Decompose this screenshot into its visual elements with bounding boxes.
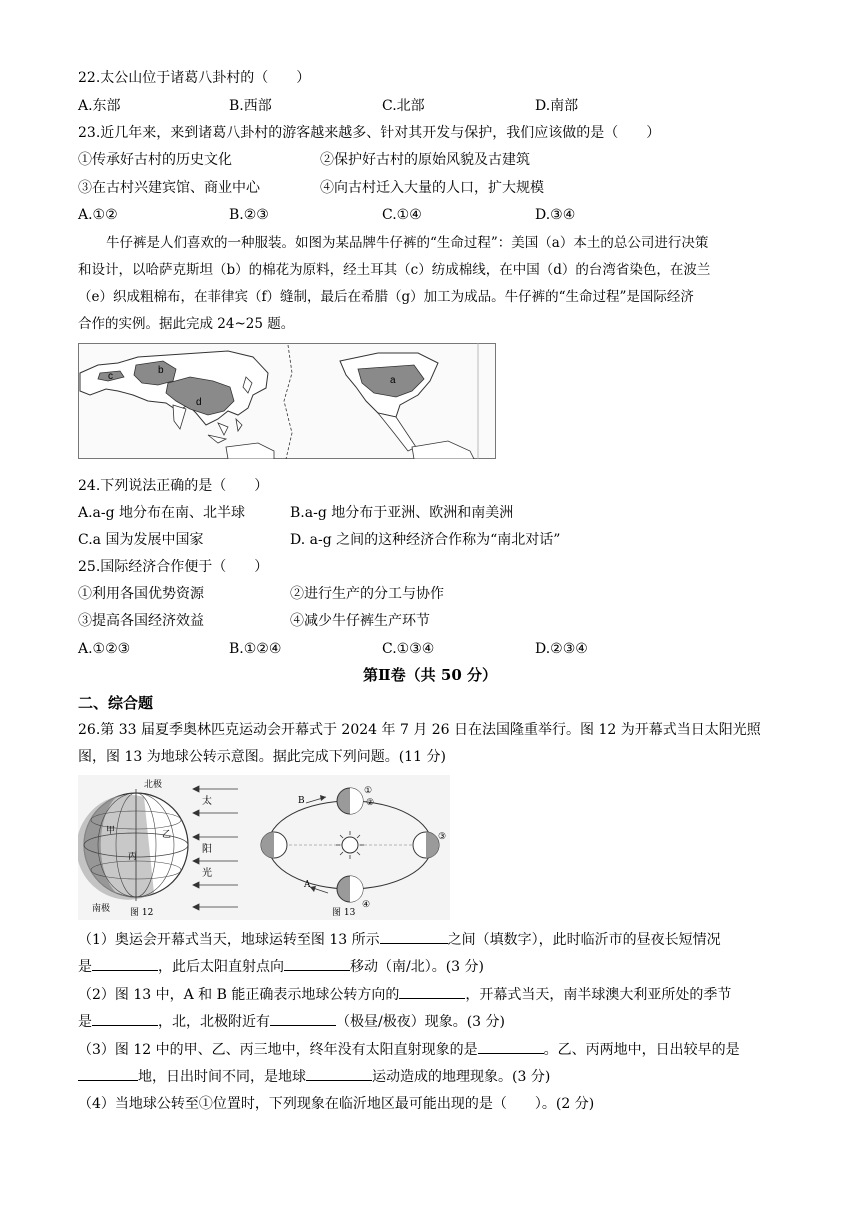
- figure-12-globe: [78, 778, 188, 918]
- q26-sub2-blank-1[interactable]: [399, 984, 465, 999]
- q25-option-c: C.①③④: [382, 641, 435, 657]
- q26-sub2-part-d: ，北，北极附近有: [158, 1014, 270, 1030]
- q25-option-a: A.①②③: [78, 641, 131, 657]
- orbit-label-4: ④: [362, 900, 371, 910]
- q24-option-b: B.a-g 地分布于亚洲、欧洲和南美洲: [290, 505, 514, 521]
- q26-sub3-part-a: （3）图 12 中的甲、乙、丙三地中，终年没有太阳直射现象的是: [78, 1042, 478, 1058]
- q26-sub1-blank-1[interactable]: [380, 929, 448, 944]
- q26-sub1-line1: [78, 929, 721, 950]
- map-label-c: c: [108, 371, 113, 382]
- place-jia: 甲: [106, 826, 116, 836]
- q26-sub1-blank-3[interactable]: [284, 956, 350, 971]
- q26-sub2-part-e: （极昼/极夜）现象。(3 分): [336, 1014, 505, 1030]
- q25-stem: 25.国际经济合作便于（ ）: [78, 559, 269, 575]
- orbit-label-b: B: [298, 796, 305, 806]
- world-map: [78, 343, 496, 459]
- q26-sub3-blank-2[interactable]: [78, 1066, 138, 1081]
- q26-sub2-line1: [78, 984, 731, 1005]
- q25-item-1: ①利用各国优势资源: [78, 586, 204, 602]
- q25-item-4: ④减少牛仔裤生产环节: [290, 613, 430, 629]
- q23-option-a: A.①②: [78, 207, 118, 223]
- q23-item-1: ①传承好古村的历史文化: [78, 152, 232, 168]
- q26-sub3-blank-1[interactable]: [478, 1039, 544, 1054]
- q24-option-a: A.a-g 地分布在南、北半球: [78, 505, 246, 521]
- q26-sub2-blank-2[interactable]: [92, 1011, 158, 1026]
- place-bing: 丙: [128, 852, 138, 862]
- q26-sub3-part-c: 地，日出时间不同，是地球: [138, 1069, 306, 1085]
- orbit-label-1: ①: [364, 786, 373, 796]
- figure-13-caption: 图 13: [332, 908, 356, 918]
- q25-item-2: ②进行生产的分工与协作: [290, 586, 444, 602]
- map-label-a: a: [390, 375, 396, 386]
- place-yi: 乙: [162, 830, 172, 840]
- sun-char-1: 太: [202, 796, 212, 807]
- q23-option-b: B.②③: [229, 207, 269, 223]
- q24-stem: 24.下列说法正确的是（ ）: [78, 478, 269, 494]
- q26-sub2-part-c: 是: [78, 1014, 92, 1030]
- q23-item-4: ④向古村迁入大量的人口，扩大规模: [320, 180, 544, 196]
- q22-option-a: A.东部: [78, 98, 121, 114]
- q26-sub3-line1: [78, 1039, 740, 1060]
- q24-option-c: C.a 国为发展中国家: [78, 532, 204, 548]
- passage-line-4: 合作的实例。据此完成 24~25 题。: [78, 316, 295, 332]
- figure-13-orbit: [261, 786, 446, 918]
- q26-sub1-part-c: 是: [78, 959, 92, 975]
- figure-12-caption: 图 12: [130, 908, 154, 918]
- q26-sub2-line2: [78, 1011, 505, 1032]
- q26-sub1-blank-2[interactable]: [92, 956, 158, 971]
- q22-option-d: D.南部: [535, 98, 579, 114]
- q23-stem: 23.近几年来，来到诸葛八卦村的游客越来越多、针对其开发与保护，我们应该做的是（ ）: [78, 125, 661, 141]
- q23-item-2: ②保护好古村的原始风貌及古建筑: [320, 152, 530, 168]
- figure-12-13: [78, 775, 450, 920]
- q26-stem-line-1: 26.第 33 届夏季奥林匹克运动会开幕式于 2024 年 7 月 26 日在法国隆重举行。图 12 为开幕式当日太阳光照: [78, 722, 761, 738]
- passage-line-2: 和设计，以哈萨克斯坦（b）的棉花为原料，经土耳其（c）纺成棉线，在中国（d）的台湾省染色，在波兰: [78, 262, 711, 278]
- q26-sub2-part-a: （2）图 13 中，A 和 B 能正确表示地球公转方向的: [78, 987, 400, 1003]
- q26-sub3-part-b: 。乙、丙两地中，日出较早的是: [543, 1042, 740, 1058]
- q25-item-3: ③提高各国经济效益: [78, 613, 204, 629]
- part2-title: 第Ⅱ卷（共 50 分）: [363, 666, 497, 684]
- orbit-label-2: ②: [366, 798, 375, 808]
- world-map-figure: [78, 343, 496, 459]
- sunlight-arrows: [193, 786, 238, 910]
- north-pole-label: 北极: [144, 780, 163, 790]
- q26-sub2-blank-3[interactable]: [270, 1011, 336, 1026]
- q22-stem: 22.太公山位于诸葛八卦村的（ ）: [78, 70, 311, 86]
- passage-line-3: （e）织成粗棉布，在菲律宾（f）缝制，最后在希腊（g）加工为成品。牛仔裤的“生命过程”是国际经济: [78, 289, 694, 305]
- q26-sub1-part-d: ，此后太阳直射点向: [158, 959, 284, 975]
- q24-option-d: D. a-g 之间的这种经济合作称为“南北对话”: [290, 532, 561, 548]
- orbit-label-3: ③: [438, 832, 447, 842]
- q25-option-d: D.②③④: [535, 641, 588, 657]
- q26-sub2-part-b: ，开幕式当天，南半球澳大利亚所处的季节: [465, 987, 732, 1003]
- q23-item-3: ③在古村兴建宾馆、商业中心: [78, 180, 260, 196]
- q26-sub3-line2: [78, 1066, 550, 1087]
- q22-option-c: C.北部: [382, 98, 425, 114]
- south-pole-label: 南极: [92, 904, 111, 914]
- orbit-label-a: A: [304, 880, 311, 890]
- passage-line-1: 牛仔裤是人们喜欢的一种服装。如图为某品牌牛仔裤的“生命过程”：美国（a）本土的总公司进行决策: [106, 235, 709, 251]
- q26-sub1-part-b: 之间（填数字），此时临沂市的昼夜长短情况: [447, 932, 721, 948]
- q26-sub4-line1: （4）当地球公转至①位置时，下列现象在临沂地区最可能出现的是（ ）。(2 分): [78, 1096, 595, 1112]
- q22-option-b: B.西部: [229, 98, 272, 114]
- earth-diagrams: [78, 775, 450, 920]
- q26-sub1-part-a: （1）奥运会开幕式当天，地球运转至图 13 所示: [78, 932, 380, 948]
- map-label-d: d: [196, 397, 202, 408]
- section-title: 二、综合题: [78, 694, 154, 712]
- sun-char-2: 阳: [202, 844, 212, 855]
- q25-option-b: B.①②④: [229, 641, 282, 657]
- sun-char-3: 光: [202, 868, 212, 879]
- q23-option-d: D.③④: [535, 207, 576, 223]
- q26-sub1-line2: [78, 956, 484, 977]
- q26-sub3-part-d: 运动造成的地理现象。(3 分): [372, 1069, 551, 1085]
- q23-option-c: C.①④: [382, 207, 422, 223]
- q26-sub1-part-e: 移动（南/北）。(3 分): [350, 959, 484, 975]
- q26-stem-line-2: 图，图 13 为地球公转示意图。据此完成下列问题。(11 分): [78, 749, 446, 765]
- q26-sub3-blank-3[interactable]: [306, 1066, 372, 1081]
- map-label-b: b: [158, 365, 164, 376]
